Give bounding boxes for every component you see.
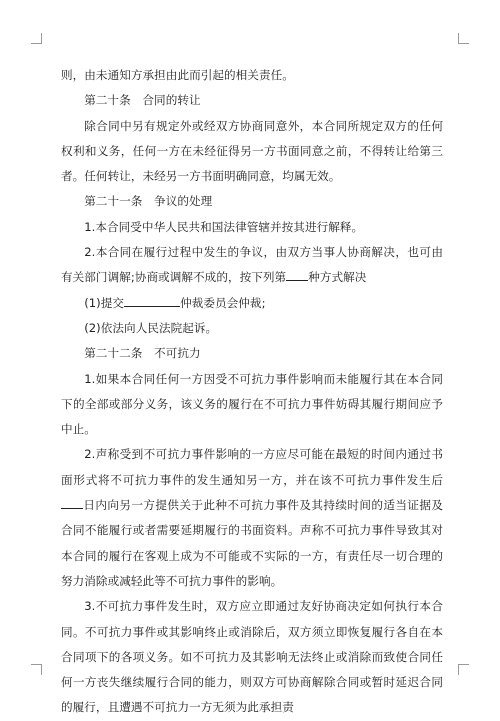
crop-mark-top-left xyxy=(31,33,42,44)
heading-article-20: 第二十条 合同的转让 xyxy=(84,93,201,108)
paragraph-transfer: 除合同中另有规定外或经双方协商同意外，本合同所规定双方的任何权利和义务，任何一方在未经征得另一方书面同意之前，不得转让给第三者。任何转让，未经另一方书面明确同意，均属无效。 xyxy=(61,118,443,184)
document-body xyxy=(61,63,443,721)
paragraph-court: (2)依法向人民法院起诉。 xyxy=(84,320,218,335)
paragraph-arbitration: (1)提交 仲裁委员会仲裁; xyxy=(84,295,266,310)
blank-fill-arbitration-commission xyxy=(124,294,180,307)
crop-mark-bottom-left xyxy=(31,664,42,675)
heading-article-21: 第二十一条 争议的处理 xyxy=(84,194,213,209)
paragraph-governing-law: 1.本合同受中华人民共和国法律管辖并按其进行解释。 xyxy=(84,219,364,234)
paragraph-force-majeure-2: 2.声称受到不可抗力事件影响的一方应尽可能在最短的时间内通过书面形式将不可抗力事件的发生通知另一方，并在该不可抗力事件发生后日内向另一方提供关于此种不可抗力事件及其持续时间的适当证据及合同不能履行或者需要延期履行的书面资料。声称不可抗力事件导致其对本合同的履行在客观上成为不可能或不实际的一方，有责任尽一切合理的努力消除或减轻此等不可抗力事件的影响。 xyxy=(61,447,443,588)
blank-fill-days xyxy=(61,496,83,509)
crop-mark-bottom-right xyxy=(458,664,469,675)
paragraph-continuation: 则，由未通知方承担由此而引起的相关责任。 xyxy=(61,68,294,82)
blank-fill-method xyxy=(286,268,308,281)
paragraph-force-majeure-1: 1.如果本合同任何一方因受不可抗力事件影响而未能履行其在本合同下的全部或部分义务，该义务的履行在不可抗力事件妨碍其履行期间应予中止。 xyxy=(61,371,443,437)
heading-article-22: 第二十二条 不可抗力 xyxy=(84,346,201,361)
crop-mark-top-right xyxy=(458,33,469,44)
paragraph-force-majeure-3: 3.不可抗力事件发生时，双方应立即通过友好协商决定如何执行本合同。不可抗力事件或其影响终止或消除后，双方须立即恢复履行各自在本合同项下的各项义务。如不可抗力及其影响无法终止或消除而致使合同任何一方丧失继续履行合同的能力，则双方可协商解除合同或暂时延迟合同的履行，且遭遇不可抗力一方无须为此承担责 xyxy=(61,599,443,715)
paragraph-dispute-resolution: 2.本合同在履行过程中发生的争议，由双方当事人协商解决，也可由有关部门调解;协商或调解不成的，按下列第 种方式解决 xyxy=(61,245,443,285)
